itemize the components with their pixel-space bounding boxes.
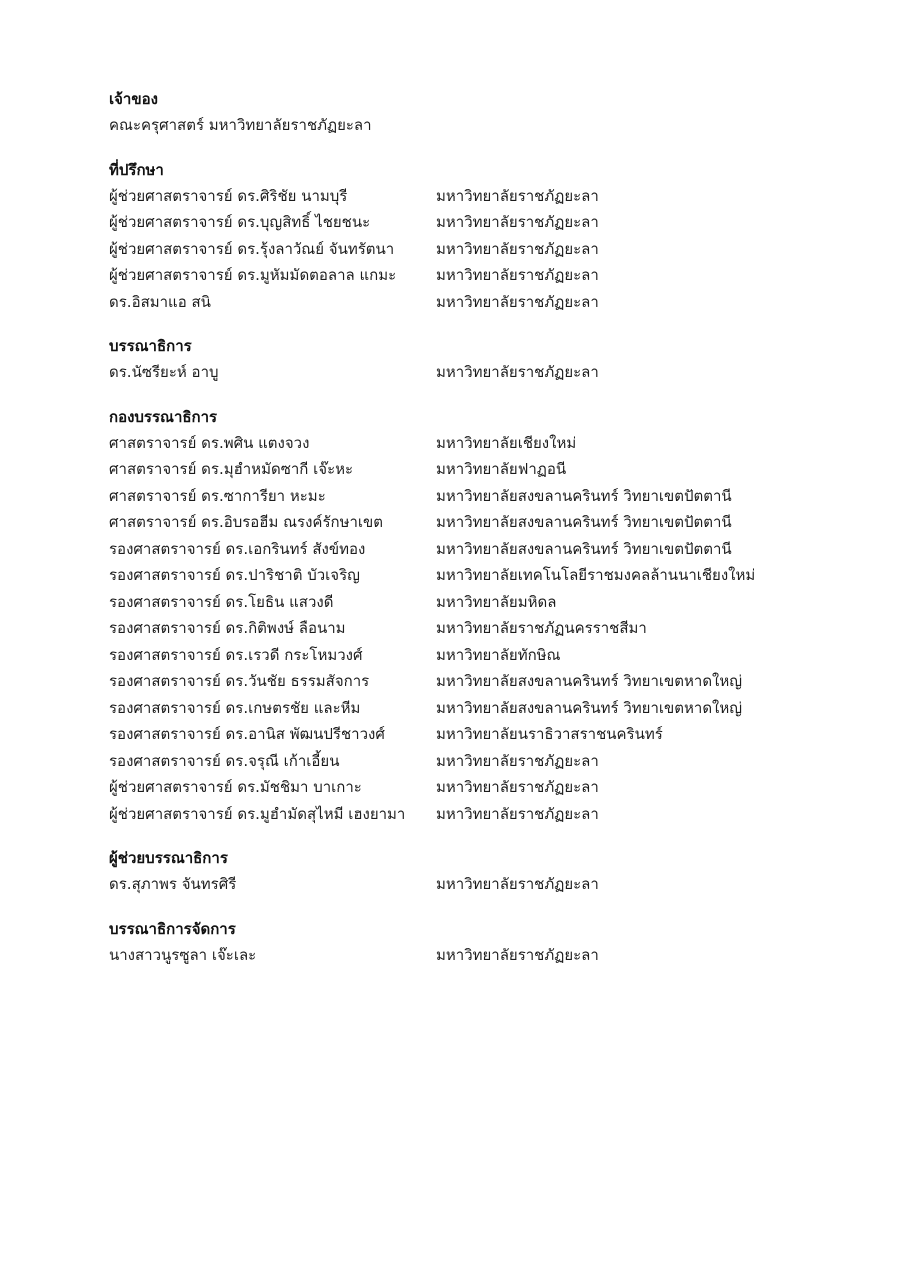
person-name: รองศาสตราจารย์ ดร.โยธิน แสวงดี xyxy=(109,592,334,611)
person-affiliation: มหาวิทยาลัยสงขลานครินทร์ วิทยาเขตปัตตานี xyxy=(436,539,732,558)
board-member-row xyxy=(109,509,809,536)
advisor-row xyxy=(109,262,809,289)
board-member-row xyxy=(109,668,809,695)
person-affiliation: มหาวิทยาลัยราชภัฏยะลา xyxy=(436,186,599,205)
managing-editor-section xyxy=(109,916,809,969)
person-name: ศาสตราจารย์ ดร.อิบรอฮีม ณรงค์รักษาเขต xyxy=(109,513,384,531)
board-member-row xyxy=(109,801,809,828)
person-affiliation: มหาวิทยาลัยราชภัฏยะลา xyxy=(436,239,599,258)
person-name: ดร.นัซรียะห์ อาบู xyxy=(109,363,219,381)
assistant-editor-row xyxy=(109,871,809,898)
owner-heading: เจ้าของ xyxy=(109,90,158,108)
person-name: ดร.อิสมาแอ สนิ xyxy=(109,292,211,311)
editor-section xyxy=(109,333,809,386)
board-member-row xyxy=(109,774,809,801)
board-member-row xyxy=(109,748,809,775)
assistant-editor-heading: ผู้ช่วยบรรณาธิการ xyxy=(109,849,228,867)
person-affiliation: มหาวิทยาลัยฟาฏอนี xyxy=(436,460,567,478)
person-affiliation: มหาวิทยาลัยมหิดล xyxy=(436,592,557,611)
assistant-editor-section xyxy=(109,845,809,898)
person-name: ผู้ช่วยศาสตราจารย์ ดร.มัชชิมา บาเกาะ xyxy=(109,778,362,796)
advisors-heading: ที่ปรึกษา xyxy=(109,160,164,179)
board-member-row xyxy=(109,536,809,563)
person-name: ศาสตราจารย์ ดร.พศิน แตงจวง xyxy=(109,433,310,452)
person-affiliation: มหาวิทยาลัยราชภัฏยะลา xyxy=(436,778,599,796)
board-member-row xyxy=(109,695,809,722)
person-affiliation: มหาวิทยาลัยราชภัฏยะลา xyxy=(436,751,599,770)
person-name: ดร.สุภาพร จันทรศิรี xyxy=(109,875,237,893)
person-affiliation: มหาวิทยาลัยราชภัฏยะลา xyxy=(436,266,599,284)
person-name: ผู้ช่วยศาสตราจารย์ ดร.ศิริชัย นามบุรี xyxy=(109,186,348,205)
person-name: รองศาสตราจารย์ ดร.เกษตรชัย และหีม xyxy=(109,698,361,717)
person-affiliation: มหาวิทยาลัยนราธิวาสราชนครินทร์ xyxy=(436,725,663,743)
advisors-section xyxy=(109,157,809,316)
person-name: รองศาสตราจารย์ ดร.อานิส พัฒนปรีชาวงศ์ xyxy=(109,725,385,743)
person-affiliation: มหาวิทยาลัยเทคโนโลยีราชมงคลล้านนาเชียงใหม่ xyxy=(436,566,756,584)
board-member-row xyxy=(109,430,809,457)
person-affiliation: มหาวิทยาลัยสงขลานครินทร์ วิทยาเขตหาดใหญ่ xyxy=(436,698,743,717)
person-affiliation: มหาวิทยาลัยราชภัฏยะลา xyxy=(436,945,599,964)
editorial-board-section xyxy=(109,404,809,828)
person-affiliation: มหาวิทยาลัยราชภัฏยะลา xyxy=(436,804,599,823)
person-name: รองศาสตราจารย์ ดร.กิติพงษ์ ลือนาม xyxy=(109,619,346,637)
editorial-board-heading: กองบรรณาธิการ xyxy=(109,407,218,426)
person-name: ศาสตราจารย์ ดร.มุฮำหมัดซากี เจ๊ะหะ xyxy=(109,460,354,478)
person-affiliation: มหาวิทยาลัยราชภัฏยะลา xyxy=(436,363,599,381)
person-name: รองศาสตราจารย์ ดร.เอกรินทร์ สังข์ทอง xyxy=(109,539,366,558)
board-member-row xyxy=(109,456,809,483)
person-affiliation: มหาวิทยาลัยราชภัฏนครราชสีมา xyxy=(436,619,647,637)
board-member-row xyxy=(109,562,809,589)
board-member-row xyxy=(109,483,809,510)
person-affiliation: มหาวิทยาลัยราชภัฏยะลา xyxy=(436,292,599,311)
advisor-row xyxy=(109,289,809,316)
person-name: ศาสตราจารย์ ดร.ซาการียา หะมะ xyxy=(109,486,326,505)
managing-editor-heading: บรรณาธิการจัดการ xyxy=(109,919,236,938)
person-affiliation: มหาวิทยาลัยราชภัฏยะลา xyxy=(436,875,599,893)
person-name: รองศาสตราจารย์ ดร.เรวดี กระโหมวงศ์ xyxy=(109,645,363,664)
person-name: นางสาวนูรซูลา เจ๊ะเละ xyxy=(109,945,257,964)
person-affiliation: มหาวิทยาลัยสงขลานครินทร์ วิทยาเขตปัตตานี xyxy=(436,513,732,531)
person-name: ผู้ช่วยศาสตราจารย์ ดร.รุ้งลาวัณย์ จันทรัตนา xyxy=(109,239,395,258)
person-affiliation: มหาวิทยาลัยทักษิณ xyxy=(436,645,561,664)
board-member-row xyxy=(109,721,809,748)
person-name: รองศาสตราจารย์ ดร.จรุณี เก้าเอี้ยน xyxy=(109,751,340,770)
person-name: ผู้ช่วยศาสตราจารย์ ดร.มูหัมมัดตอลาล แกมะ xyxy=(109,266,397,284)
owner-text: คณะครุศาสตร์ มหาวิทยาลัยราชภัฏยะลา xyxy=(109,116,372,134)
person-name: ผู้ช่วยศาสตราจารย์ ดร.มูฮำมัดสุไหมี เฮงยามา xyxy=(109,804,406,823)
board-member-row xyxy=(109,615,809,642)
person-name: รองศาสตราจารย์ ดร.วันชัย ธรรมสัจการ xyxy=(109,672,370,690)
person-affiliation: มหาวิทยาลัยเชียงใหม่ xyxy=(436,433,577,452)
owner-section xyxy=(109,86,809,139)
person-affiliation: มหาวิทยาลัยสงขลานครินทร์ วิทยาเขตปัตตานี xyxy=(436,486,732,505)
person-affiliation: มหาวิทยาลัยสงขลานครินทร์ วิทยาเขตหาดใหญ่ xyxy=(436,672,743,690)
advisor-row xyxy=(109,236,809,263)
advisor-row xyxy=(109,209,809,236)
person-name: ผู้ช่วยศาสตราจารย์ ดร.บุญสิทธิ์ ไชยชนะ xyxy=(109,213,371,231)
managing-editor-row xyxy=(109,942,809,969)
document-page xyxy=(109,86,809,968)
board-member-row xyxy=(109,589,809,616)
editor-heading: บรรณาธิการ xyxy=(109,337,192,355)
board-member-row xyxy=(109,642,809,669)
editor-row xyxy=(109,359,809,386)
advisor-row xyxy=(109,183,809,210)
person-name: รองศาสตราจารย์ ดร.ปาริชาติ บัวเจริญ xyxy=(109,566,360,584)
person-affiliation: มหาวิทยาลัยราชภัฏยะลา xyxy=(436,213,599,231)
